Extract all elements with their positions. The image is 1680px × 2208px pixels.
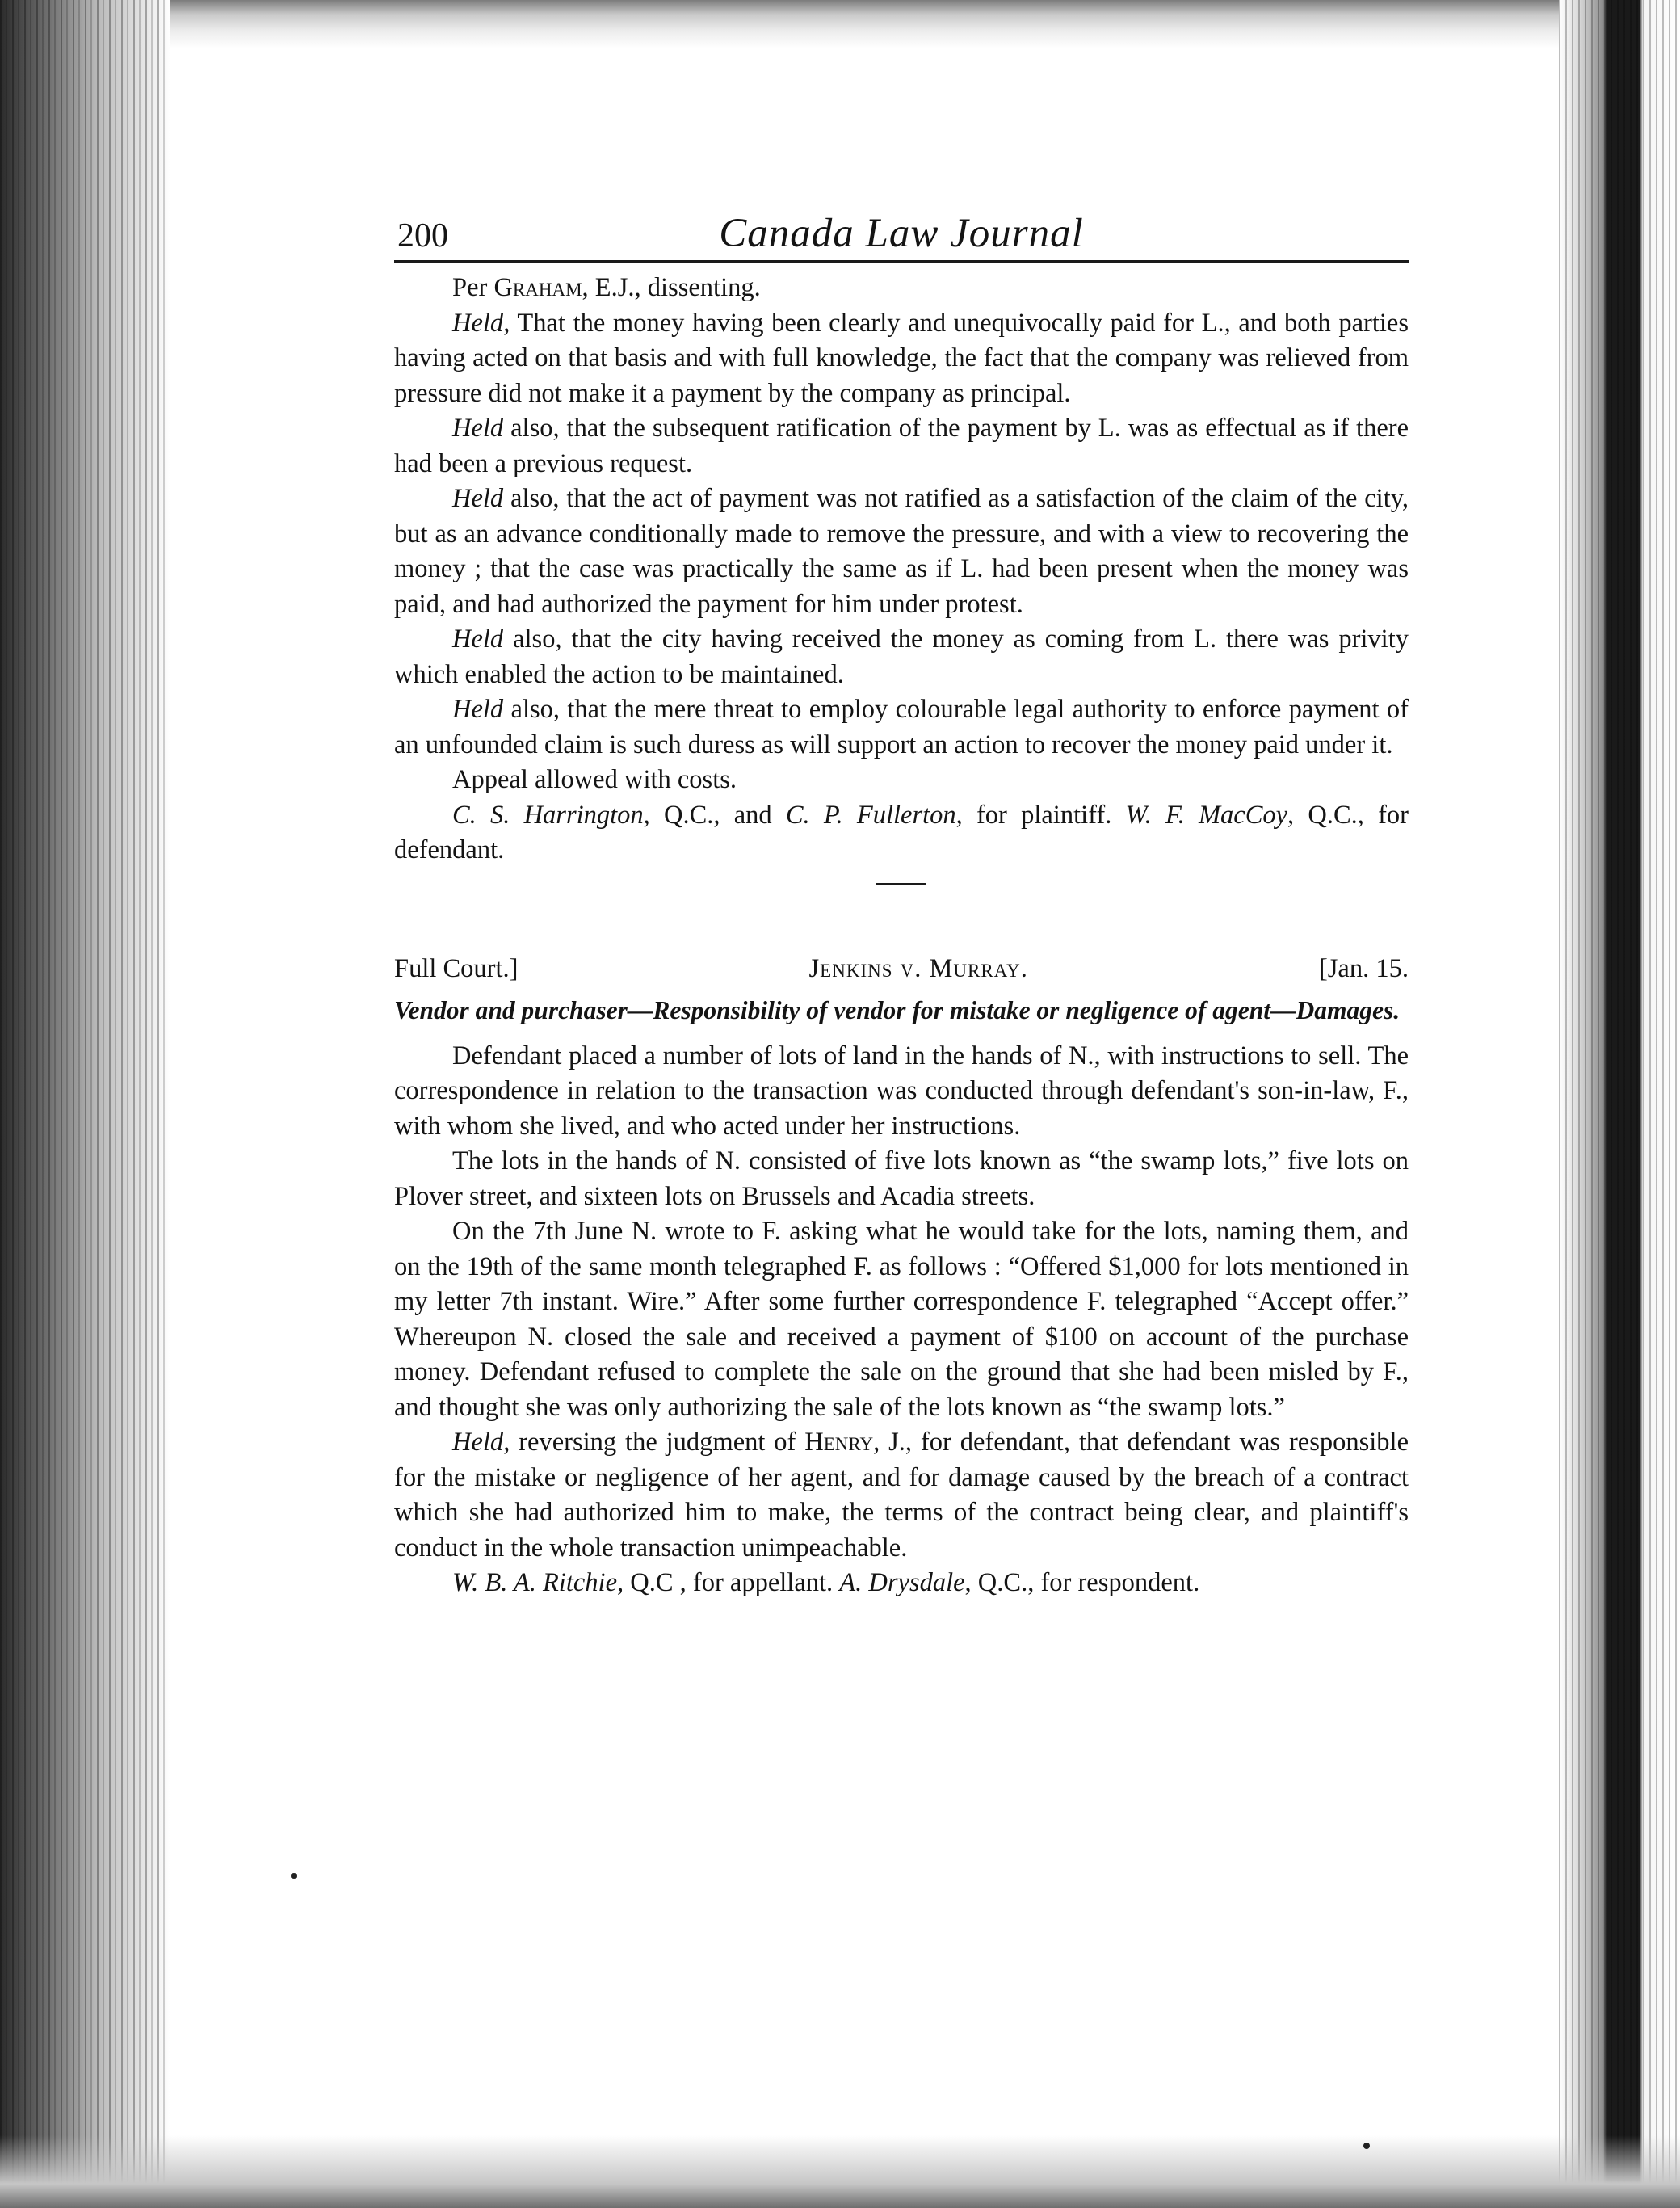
judge-name: Henry	[804, 1428, 874, 1457]
counsel-line: C. S. Harrington, Q.C., and C. P. Fullerton, for plaintiff. W. F. MacCoy, Q.C., for defendant.	[394, 800, 1409, 864]
journal-title: Canada Law Journal	[719, 211, 1084, 256]
scan-border-left	[0, 0, 170, 2208]
section-divider	[876, 883, 926, 885]
court-label: Full Court.]	[394, 953, 519, 983]
judge-name: Graham	[494, 273, 582, 302]
first-case-body	[394, 271, 1409, 868]
scan-border-bottom	[0, 2135, 1680, 2208]
page-number: 200	[397, 217, 448, 254]
ink-speck	[1363, 2143, 1370, 2149]
holding-paragraph: Held, That the money having been clearly and unequivocally paid for L., and both parties having acted on that basis and with full knowledge, the fact that the company was relieved from pressure did not make it a payment by the company as principal.	[394, 308, 1409, 408]
held-lead: Held	[452, 414, 504, 443]
fact-paragraph: On the 7th June N. wrote to F. asking what he would take for the lots, naming them, and on the 19th of the same month telegraphed F. as follows : “Offered $1,000 for lots mentioned in my letter 7th instant. Wire.” After some further correspondence F. telegraphed “Accept offer.” Whereupon N. closed the sale and received a payment of $100 on account of the purchase money. Defendant refused to complete the sale on the ground that she had been misled by F., and thought she was only authorizing the sale of the lots known as “the swamp lots.”	[394, 1217, 1409, 1422]
held-lead: Held	[452, 1428, 504, 1457]
held-lead: Held	[452, 308, 504, 338]
held-lead: Held	[452, 625, 504, 654]
scan-border-top	[0, 0, 1680, 48]
second-case-body	[394, 1039, 1409, 1601]
holding-paragraph: Held also, that the subsequent ratification of the payment by L. was as effectual as if there had been a previous request.	[394, 414, 1409, 478]
disposition: Appeal allowed with costs.	[452, 765, 737, 794]
scan-border-right	[1559, 0, 1680, 2208]
dissent-line: Per Graham, E.J., dissenting.	[452, 273, 761, 302]
page	[394, 210, 1409, 1601]
fact-paragraph: The lots in the hands of N. consisted of five lots known as “the swamp lots,” five lots on Plover street, and sixteen lots on Brussels and Acadia streets.	[394, 1146, 1409, 1211]
held-lead: Held	[452, 484, 504, 513]
case-name: Jenkins v. Murray.	[808, 953, 1028, 983]
holding-paragraph: Held also, that the mere threat to employ colourable legal authority to enforce payment of an unfounded claim is such duress as will support an action to recover the money paid under it.	[394, 695, 1409, 759]
fact-paragraph: Defendant placed a number of lots of land in the hands of N., with instructions to sell. The correspondence in relation to the transaction was conducted through defendant's son-in-law, F., with whom she lived, and who acted under her instructions.	[394, 1041, 1409, 1141]
held-lead: Held	[452, 695, 504, 724]
case-topic: Vendor and purchaser—Responsibility of vendor for mistake or negligence of agent—Damages.	[394, 995, 1401, 1024]
case-date: [Jan. 15.	[1318, 953, 1409, 983]
case-heading	[394, 952, 1409, 986]
counsel-line: W. B. A. Ritchie, Q.C , for appellant. A. Drysdale, Q.C., for respondent.	[452, 1568, 1200, 1597]
ink-speck	[291, 1873, 297, 1879]
holding-paragraph: Held also, that the act of payment was not ratified as a satisfaction of the claim of the city, but as an advance conditionally made to remove the pressure, and with a view to recovering the money ; that the case was practically the same as if L. had been present when the money was paid, and had authorized the payment for him under protest.	[394, 484, 1409, 619]
running-header	[394, 210, 1409, 263]
holding-paragraph: Held also, that the city having received the money as coming from L. there was privity which enabled the action to be maintained.	[394, 625, 1409, 689]
holding-paragraph: Held, reversing the judgment of Henry, J., for defendant, that defendant was responsible for the mistake or negligence of her agent, and for damage caused by the breach of a contract which she had authorized him to make, the terms of the contract being clear, and plaintiff's conduct in the whole transaction unimpeachable.	[394, 1428, 1409, 1562]
